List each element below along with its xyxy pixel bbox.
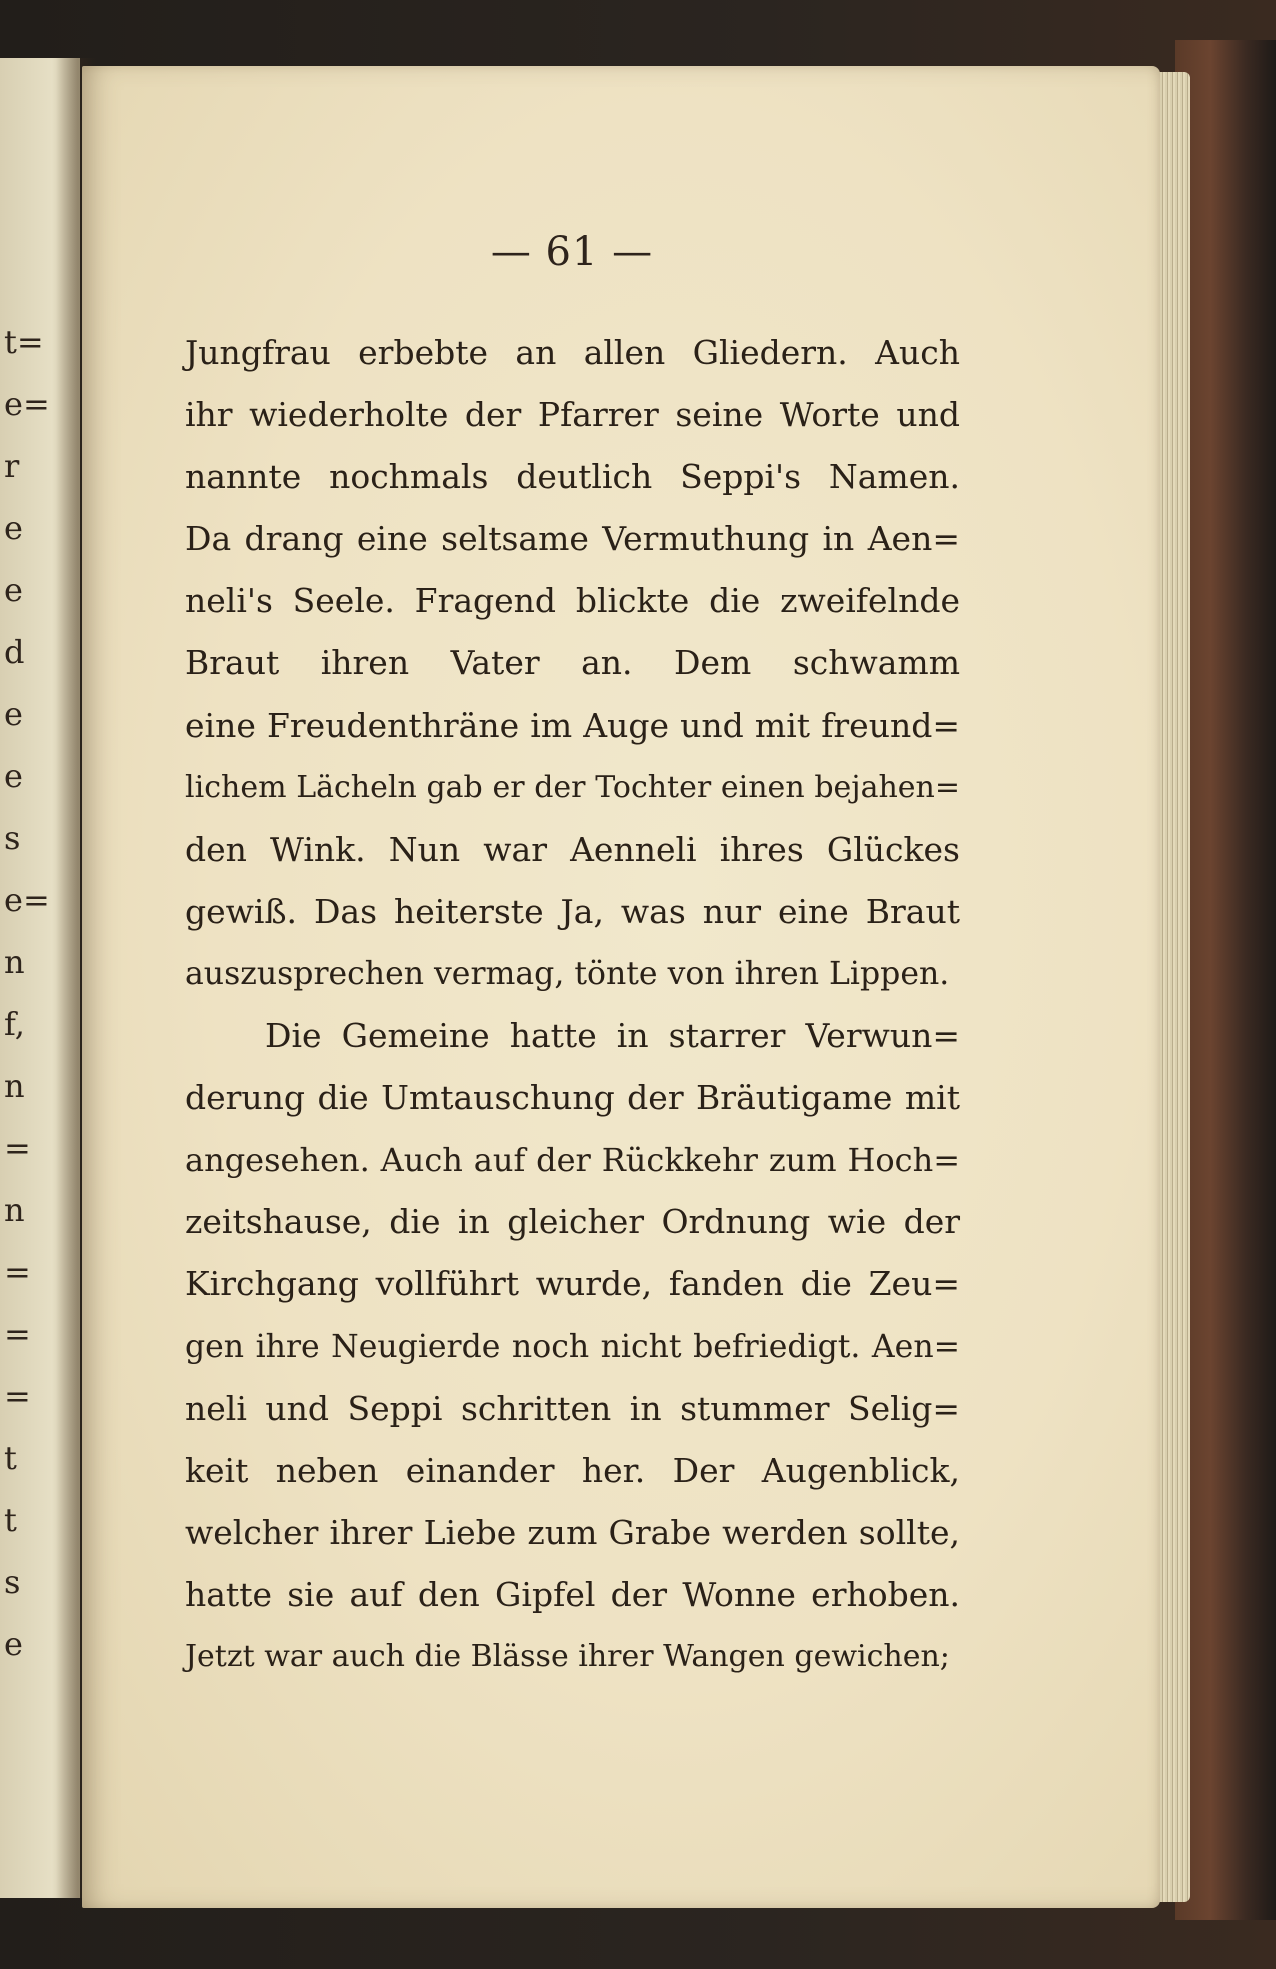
facing-page-fragment: d (4, 633, 25, 671)
text-line: zeitshause, die in gleicher Ordnung wie der (185, 1202, 960, 1242)
text-line: gewiß. Das heiterste Ja, was nur eine Braut (185, 891, 960, 931)
facing-page-fragment: e (4, 1625, 23, 1663)
text-line: Da drang eine seltsame Vermuthung in Aen= (185, 519, 960, 559)
text-line: neli und Seppi schritten in stummer Selig= (185, 1388, 960, 1428)
text-line: auszusprechen vermag, tönte von ihren Lippen. (185, 955, 950, 992)
text-line: Kirchgang vollführt wurde, fanden die Zeu= (185, 1264, 960, 1304)
facing-page-fragment: r (4, 447, 20, 485)
text-line: neli's Seele. Fragend blickte die zweifelnde (185, 581, 960, 621)
text-line: welcher ihrer Liebe zum Grabe werden sollte, (185, 1512, 960, 1552)
text-line: Die Gemeine hatte in starrer Verwun= (265, 1016, 960, 1056)
text-line: gen ihre Neugierde noch nicht befriedigt. Aen= (185, 1328, 960, 1365)
facing-page-fragment: e= (4, 881, 50, 919)
text-line: eine Freudenthräne im Auge und mit freund= (185, 705, 960, 745)
text-line: nannte nochmals deutlich Seppi's Namen. (185, 457, 960, 497)
facing-page-fragment: t= (4, 323, 44, 361)
facing-page-fragment: e (4, 757, 23, 795)
facing-page-fragment: e (4, 571, 23, 609)
text-line: Jungfrau erbebte an allen Gliedern. Auch (185, 333, 960, 372)
facing-page-fragment: = (4, 1253, 31, 1291)
facing-page-fragment: e= (4, 385, 50, 423)
text-line: hatte sie auf den Gipfel der Wonne erhoben. (185, 1574, 960, 1614)
facing-page-fragment: t (4, 1439, 17, 1477)
text-line: keit neben einander her. Der Augenblick, (185, 1450, 960, 1490)
text-line: angesehen. Auch auf der Rückkehr zum Hoch= (185, 1141, 960, 1180)
facing-page-fragment: f, (4, 1005, 25, 1043)
page-number: — 61 — (490, 229, 654, 275)
facing-page-fragment: t (4, 1501, 17, 1539)
page-body-text (185, 322, 960, 1688)
text-line: lichem Lächeln gab er der Tochter einen bejahen= (185, 769, 960, 805)
text-line: Jetzt war auch die Blässe ihrer Wangen gewichen; (185, 1638, 950, 1674)
facing-page-fragment: n (4, 1067, 25, 1105)
facing-page-fragment: n (4, 1191, 25, 1229)
facing-page-fragment: s (4, 1563, 21, 1601)
book-spine-edge (1175, 40, 1276, 1920)
text-line: den Wink. Nun war Aenneli ihres Glückes (185, 829, 960, 869)
facing-page-fragment: e (4, 509, 23, 547)
text-line: derung die Umtauschung der Bräutigame mit (185, 1078, 960, 1118)
text-line: Braut ihren Vater an. Dem schwamm (185, 643, 960, 683)
facing-page-fragment: e (4, 695, 23, 733)
facing-page-fragment: = (4, 1377, 31, 1415)
facing-page-fragment: = (4, 1129, 31, 1167)
text-line: ihr wiederholte der Pfarrer seine Worte und (185, 395, 960, 435)
facing-page-text-fragments (0, 0, 50, 1969)
facing-page-fragment: s (4, 819, 21, 857)
facing-page-fragment: = (4, 1315, 31, 1353)
facing-page-fragment: n (4, 943, 25, 981)
